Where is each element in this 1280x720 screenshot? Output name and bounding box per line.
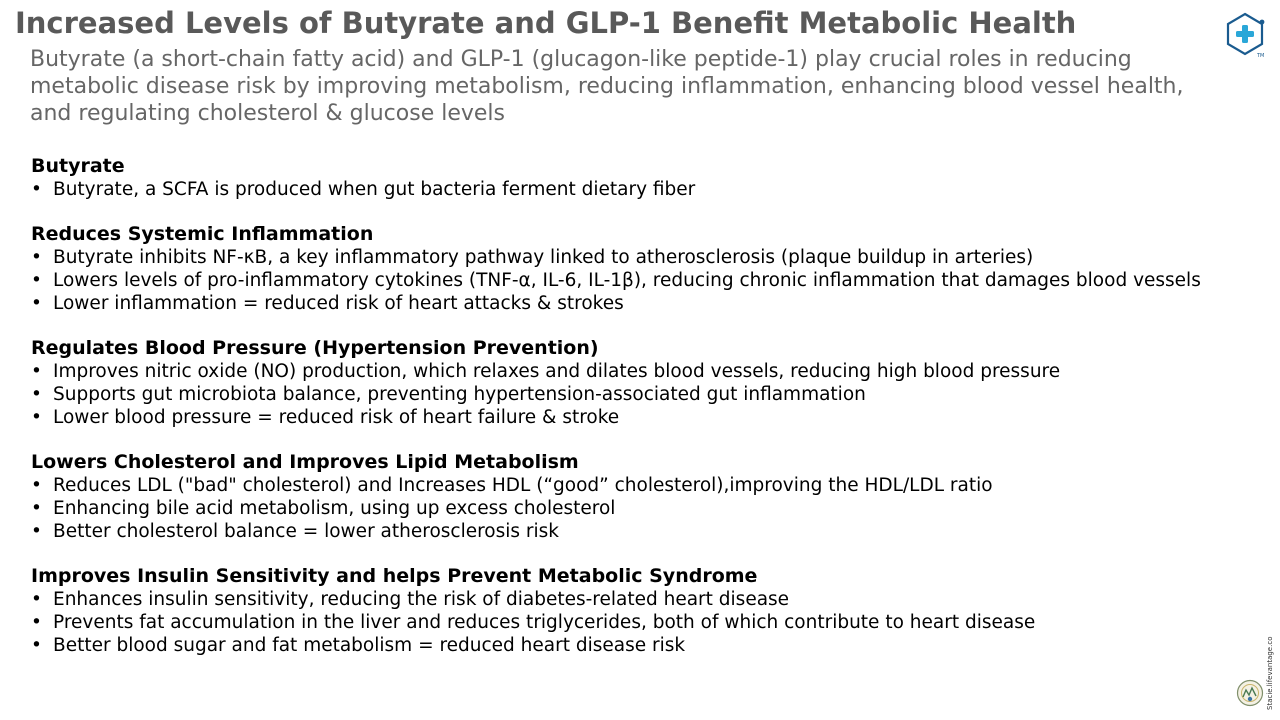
bullet-list [31,246,1201,315]
section-heading: Regulates Blood Pressure (Hypertension Prevention) [31,337,599,359]
bullet-item: • Lower inflammation = reduced risk of heart attacks & strokes [31,292,1201,315]
bullet-list [31,588,1201,657]
bullet-item: • Lower blood pressure = reduced risk of heart failure & stroke [31,406,1201,429]
bullet-item: • Better cholesterol balance = lower atherosclerosis risk [31,520,1201,543]
subtitle: Butyrate (a short-chain fatty acid) and GLP-1 (glucagon-like peptide-1) play crucial roles in reducing metabolic disease risk by improving metabolism, reducing inflammation, enhancing blood vessel health, and regulating cholesterol & glucose levels [30,47,1184,126]
bullet-item: • Enhances insulin sensitivity, reducing the risk of diabetes-related heart disease [31,588,1201,611]
section-inflammation [31,223,1201,315]
trademark-label: TM [1257,53,1265,59]
bullet-item: • Improves nitric oxide (NO) production, which relaxes and dilates blood vessels, reducing high blood pressure [31,360,1201,383]
section-heading: Lowers Cholesterol and Improves Lipid Metabolism [31,451,579,473]
bullet-item: • Butyrate inhibits NF-κB, a key inflammatory pathway linked to atherosclerosis (plaque buildup in arteries) [31,246,1201,269]
section-heading: Reduces Systemic Inflammation [31,223,374,245]
section-heading: Improves Insulin Sensitivity and helps Prevent Metabolic Syndrome [31,565,758,587]
vertical-credit-text: Stacie.lifevantage.co [1266,636,1274,710]
bullet-item: • Supports gut microbiota balance, preventing hypertension-associated gut inflammation [31,383,1201,406]
section-butyrate [31,155,1201,201]
bullet-list [31,360,1201,429]
section-blood-pressure [31,337,1201,429]
bullet-item: • Enhancing bile acid metabolism, using up excess cholesterol [31,497,1201,520]
bullet-item: • Reduces LDL ("bad" cholesterol) and Increases HDL (“good” cholesterol),improving the HDL/LDL ratio [31,474,1201,497]
bullet-item: • Prevents fat accumulation in the liver and reduces triglycerides, both of which contribute to heart disease [31,611,1201,634]
bullet-list [31,178,1201,201]
section-insulin [31,565,1201,657]
section-heading: Butyrate [31,155,125,177]
circular-seal-icon [1236,679,1264,707]
page-title: Increased Levels of Butyrate and GLP-1 Benefit Metabolic Health [15,6,1077,40]
content-body [31,155,1201,679]
footer-seal [1236,679,1264,707]
bullet-item: • Better blood sugar and fat metabolism = reduced heart disease risk [31,634,1201,657]
brand-logo [1225,11,1269,59]
bullet-list [31,474,1201,543]
section-cholesterol [31,451,1201,543]
plus-hexagon-icon [1225,11,1269,59]
bullet-item: • Lowers levels of pro-inflammatory cytokines (TNF-α, IL-6, IL-1β), reducing chronic inflammation that damages blood vessels [31,269,1201,292]
bullet-item: • Butyrate, a SCFA is produced when gut bacteria ferment dietary fiber [31,178,1201,201]
